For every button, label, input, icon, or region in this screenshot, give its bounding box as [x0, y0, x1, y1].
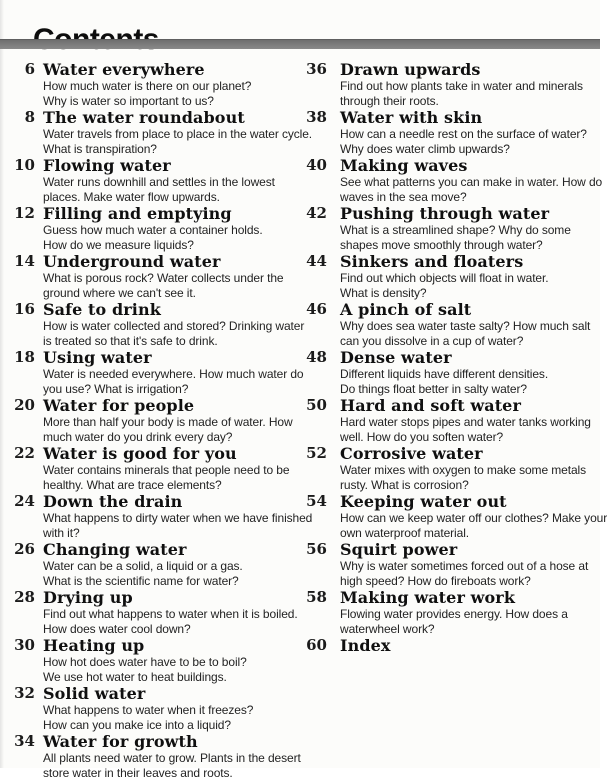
toc-page-number: 46 [306, 300, 327, 318]
toc-entry-body [340, 253, 600, 301]
toc-entry-body [340, 397, 600, 445]
toc-entry-title: Pushing through water [340, 204, 550, 223]
toc-page-number: 42 [306, 204, 327, 222]
toc-entry-title: Changing water [43, 540, 187, 559]
toc-entry-body [340, 492, 607, 541]
toc-description-line: What is transpiration? [43, 142, 157, 156]
toc-page-number: 18 [14, 348, 35, 366]
toc-entry-body [340, 589, 600, 637]
toc-entry-body [43, 541, 300, 589]
toc-page-number: 38 [306, 108, 327, 126]
toc-entry-body [43, 685, 300, 733]
toc-page-number: 30 [14, 636, 35, 654]
toc-entry-body [43, 300, 305, 349]
toc-columns [0, 60, 607, 781]
toc-entry-title: Drying up [43, 588, 133, 607]
toc-description-line: waterwheel work? [340, 622, 435, 636]
toc-entry-description [43, 127, 313, 157]
toc-entry-title: Squirt power [340, 540, 458, 559]
toc-entry-description [43, 655, 300, 685]
toc-entry-body [340, 349, 600, 397]
toc-entry-body [340, 156, 603, 205]
toc-entry-title: Water with skin [340, 108, 483, 127]
toc-entry [300, 492, 607, 541]
toc-entry [0, 541, 300, 589]
toc-page-number: 32 [14, 684, 35, 702]
toc-entry-title: Corrosive water [340, 444, 483, 463]
toc-page-number: 48 [306, 348, 327, 366]
toc-description-line: All plants need water to grow. Plants in the desert [43, 751, 301, 765]
toc-entry [300, 61, 600, 109]
toc-description-line: How hot does water have to be to boil? [43, 655, 247, 669]
toc-entry-body [43, 733, 300, 781]
toc-description-line: How can you make ice into a liquid? [43, 718, 231, 732]
toc-entry-description [43, 463, 300, 493]
toc-entry-title: Down the drain [43, 492, 183, 511]
toc-page-number: 40 [306, 156, 327, 174]
toc-entry [0, 492, 313, 541]
toc-page-number: 58 [306, 588, 327, 606]
toc-entry-description [43, 175, 300, 205]
toc-entry-body [43, 397, 300, 445]
toc-entry-description [43, 79, 300, 109]
toc-description-line: Water runs downhill and settles in the lowest [43, 175, 275, 189]
toc-entry-description [340, 271, 600, 301]
toc-page-number: 34 [14, 732, 35, 750]
toc-entry-title: Filling and emptying [43, 204, 232, 223]
toc-entry [0, 397, 300, 445]
toc-description-line: high speed? How do fireboats work? [340, 574, 531, 588]
toc-description-line: See what patterns you can make in water. How do [340, 175, 603, 189]
toc-page-number: 16 [14, 300, 35, 318]
toc-entry-description [43, 223, 300, 253]
toc-page-number: 20 [14, 396, 35, 414]
toc-entry-description [340, 607, 600, 637]
toc-entry-title: Underground water [43, 252, 221, 271]
toc-description-line: waves in the sea move? [340, 190, 467, 204]
toc-entry [0, 108, 313, 157]
toc-entry [0, 637, 300, 685]
toc-description-line: you use? What is irrigation? [43, 382, 189, 396]
toc-entry-body [43, 205, 300, 253]
toc-page-number: 44 [306, 252, 327, 270]
toc-description-line: What happens to dirty water when we have finished [43, 511, 313, 525]
toc-entry-description [43, 271, 300, 301]
toc-description-line: How much water is there on our planet? [43, 79, 252, 93]
toc-entry [300, 109, 600, 157]
toc-description-line: What is a streamlined shape? Why do some [340, 223, 571, 237]
toc-page-number: 8 [24, 108, 35, 126]
toc-page-number: 54 [306, 492, 327, 510]
toc-entry-body [340, 541, 600, 589]
header-rule [0, 39, 600, 49]
toc-entry-title: Making waves [340, 156, 468, 175]
toc-description-line: store water in their leaves and roots. [43, 766, 233, 780]
toc-description-line: How can we keep water off our clothes? Make your [340, 511, 607, 525]
toc-entry-title: The water roundabout [43, 108, 245, 127]
toc-page-number: 10 [14, 156, 35, 174]
toc-page-number: 36 [306, 60, 327, 78]
toc-entry-title: Making water work [340, 588, 516, 607]
toc-entry-body [43, 445, 300, 493]
toc-entry-title: Water everywhere [43, 60, 205, 79]
toc-description-line: is treated so that it's safe to drink. [43, 334, 218, 348]
toc-description-line: What happens to water when it freezes? [43, 703, 254, 717]
toc-page-number: 14 [14, 252, 35, 270]
toc-description-line: Find out how plants take in water and minerals [340, 79, 583, 93]
toc-entry-description [340, 79, 600, 109]
toc-entry-title: Sinkers and floaters [340, 252, 524, 271]
toc-page-number: 52 [306, 444, 327, 462]
toc-entry-title: Flowing water [43, 156, 171, 175]
toc-description-line: Find out which objects will float in water. [340, 271, 549, 285]
toc-entry-title: Water for people [43, 396, 195, 415]
toc-entry-description [43, 703, 300, 733]
toc-description-line: Why is water sometimes forced out of a hose at [340, 559, 589, 573]
toc-entry-body [43, 61, 300, 109]
toc-description-line: How does water cool down? [43, 622, 191, 636]
toc-page-number: 50 [306, 396, 327, 414]
toc-entry-title: Dense water [340, 348, 452, 367]
toc-description-line: healthy. What are trace elements? [43, 478, 222, 492]
toc-entry-description [340, 511, 607, 541]
toc-description-line: Water is needed everywhere. How much water do [43, 367, 304, 381]
toc-entry [0, 205, 300, 253]
toc-page-number: 56 [306, 540, 327, 558]
toc-description-line: much water do you drink every day? [43, 430, 233, 444]
toc-entry-description [43, 415, 300, 445]
toc-entry [300, 445, 600, 493]
toc-entry [0, 348, 304, 397]
toc-entry-description [340, 463, 600, 493]
toc-description-line: rusty. What is corrosion? [340, 478, 469, 492]
toc-entry-body [43, 589, 300, 637]
toc-entry-body [43, 157, 300, 205]
toc-entry-description [43, 559, 300, 589]
toc-description-line: Guess how much water a container holds. [43, 223, 263, 237]
toc-entry [300, 589, 600, 637]
toc-entry [0, 157, 300, 205]
toc-page-number: 26 [14, 540, 35, 558]
toc-description-line: Do things float better in salty water? [340, 382, 527, 396]
toc-entry [300, 637, 600, 685]
toc-description-line: well. How do you soften water? [340, 430, 504, 444]
toc-description-line: Water mixes with oxygen to make some metals [340, 463, 587, 477]
toc-entry-title: Solid water [43, 684, 146, 703]
toc-entry-title: Keeping water out [340, 492, 507, 511]
toc-description-line: What is porous rock? Water collects under the [43, 271, 284, 285]
toc-entry-description [340, 367, 600, 397]
toc-entry [0, 589, 300, 637]
toc-entry [300, 253, 600, 301]
toc-entry [0, 445, 300, 493]
toc-description-line: Why does sea water taste salty? How much salt [340, 319, 591, 333]
toc-entry-description [43, 607, 300, 637]
toc-page-number: 22 [14, 444, 35, 462]
toc-entry-title: A pinch of salt [340, 300, 472, 319]
toc-entry [300, 156, 603, 205]
toc-page-number: 24 [14, 492, 35, 510]
toc-entry [300, 397, 600, 445]
toc-page-number: 6 [24, 60, 35, 78]
toc-entry-body [43, 348, 304, 397]
toc-description-line: What is density? [340, 286, 427, 300]
toc-entry [300, 301, 600, 349]
toc-description-line: More than half your body is made of water. How [43, 415, 293, 429]
toc-description-line: Why does water climb upwards? [340, 142, 510, 156]
toc-description-line: Water contains minerals that people need to be [43, 463, 290, 477]
toc-entry-title: Drawn upwards [340, 60, 481, 79]
toc-description-line: Different liquids have different densities. [340, 367, 549, 381]
toc-entry-description [340, 175, 603, 205]
toc-entry-body [43, 253, 300, 301]
toc-entry-description [43, 511, 313, 541]
toc-description-line: What is the scientific name for water? [43, 574, 239, 588]
toc-entry-body [340, 637, 600, 654]
toc-entry-description [340, 223, 600, 253]
toc-entry [300, 349, 600, 397]
toc-entry-description [340, 319, 600, 349]
toc-entry-description [43, 367, 304, 397]
toc-description-line: How do we measure liquids? [43, 238, 194, 252]
toc-description-line: Why is water so important to us? [43, 94, 214, 108]
toc-entry-description [340, 415, 600, 445]
toc-entry [0, 733, 300, 781]
toc-page-number: 28 [14, 588, 35, 606]
toc-description-line: How is water collected and stored? Drinking water [43, 319, 305, 333]
toc-entry-title: Using water [43, 348, 152, 367]
toc-description-line: How can a needle rest on the surface of water? [340, 127, 587, 141]
toc-description-line: Flowing water provides energy. How does a [340, 607, 568, 621]
toc-entry-body [340, 445, 600, 493]
toc-entry [0, 61, 300, 109]
toc-description-line: through their roots. [340, 94, 439, 108]
toc-description-line: places. Make water flow upwards. [43, 190, 220, 204]
toc-entry-description [43, 319, 305, 349]
toc-entry-title: Water for growth [43, 732, 198, 751]
toc-entry-body [43, 108, 313, 157]
toc-entry-description [340, 127, 600, 157]
toc-entry-description [43, 751, 300, 781]
toc-entry-body [43, 637, 300, 685]
toc-entry [0, 300, 305, 349]
toc-entry-body [43, 492, 313, 541]
toc-description-line: Water travels from place to place in the water cycle. [43, 127, 313, 141]
toc-entry-body [340, 109, 600, 157]
toc-entry [0, 253, 300, 301]
toc-entry-title: Water is good for you [43, 444, 237, 463]
toc-entry [300, 541, 600, 589]
toc-description-line: can you dissolve in a cup of water? [340, 334, 524, 348]
toc-entry-body [340, 301, 600, 349]
toc-entry [0, 685, 300, 733]
toc-description-line: ground where we can't see it. [43, 286, 196, 300]
toc-entry-title: Index [340, 636, 391, 655]
toc-page-number: 60 [306, 636, 327, 654]
toc-entry-title: Safe to drink [43, 300, 161, 319]
toc-page-number: 12 [14, 204, 35, 222]
toc-description-line: Hard water stops pipes and water tanks working [340, 415, 591, 429]
toc-description-line: with it? [43, 526, 80, 540]
toc-entry-body [340, 61, 600, 109]
toc-description-line: We use hot water to heat buildings. [43, 670, 227, 684]
toc-description-line: shapes move smoothly through water? [340, 238, 543, 252]
toc-description-line: Water can be a solid, a liquid or a gas. [43, 559, 243, 573]
toc-entry-title: Hard and soft water [340, 396, 521, 415]
toc-entry-body [340, 205, 600, 253]
toc-entry-description [340, 559, 600, 589]
toc-column-right [300, 60, 607, 781]
toc-description-line: own waterproof material. [340, 526, 469, 540]
toc-description-line: Find out what happens to water when it is boiled. [43, 607, 298, 621]
toc-column-left [0, 60, 313, 781]
toc-entry [300, 205, 600, 253]
toc-entry-title: Heating up [43, 636, 145, 655]
